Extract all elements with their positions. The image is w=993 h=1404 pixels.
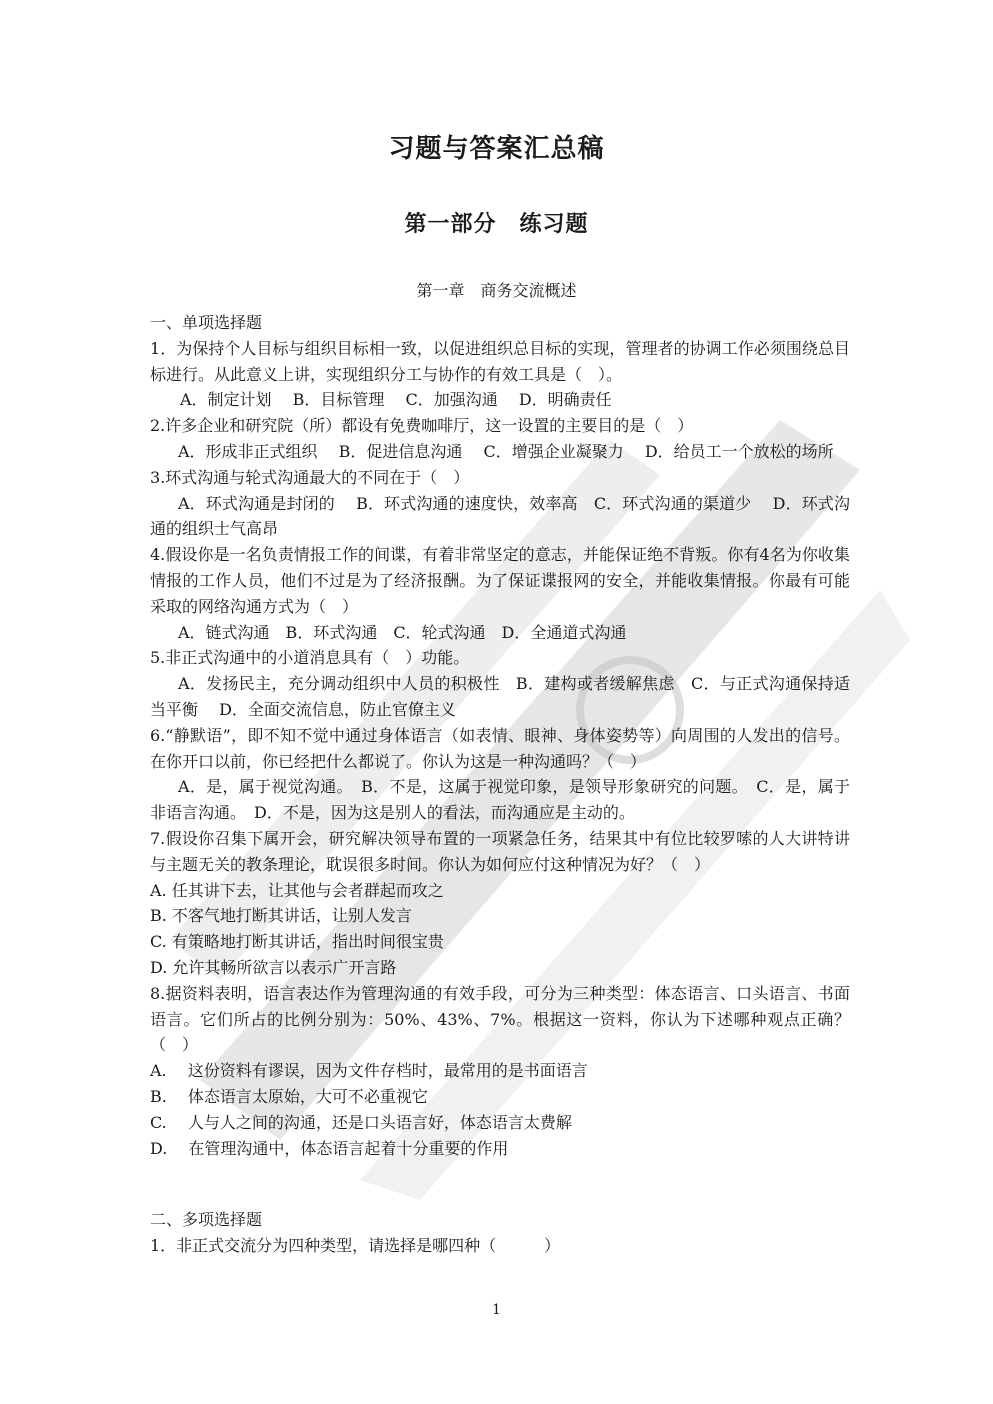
option-line: A. 任其讲下去，让其他与会者群起而攻之 (150, 880, 444, 900)
question-text: 5.非正式沟通中的小道消息具有（ ）功能。 (150, 648, 470, 668)
question-text: 3.环式沟通与轮式沟通最大的不同在于（ ） (150, 467, 470, 487)
option-line: B. 体态语言太原始，大可不必重视它 (150, 1086, 428, 1106)
part-heading: 第一部分 练习题 (404, 211, 589, 237)
option-line: C. 人与人之间的沟通，还是口头语言好，体态语言太费解 (150, 1112, 572, 1132)
exercise-content (150, 310, 850, 1259)
section-heading-single-choice: 一、单项选择题 (150, 313, 263, 332)
document-title: 习题与答案汇总稿 (388, 134, 605, 164)
question-options: A．发扬民主，充分调动组织中人员的积极性 B．建构或者缓解焦虑 C．与正式沟通保持适当平衡 D．全面交流信息，防止官僚主义 (150, 674, 850, 719)
chapter-heading: 第一章 商务交流概述 (416, 281, 577, 300)
question-text: 4.假设你是一名负责情报工作的间谍，有着非常坚定的意志，并能保证绝不背叛。你有4名为你收集情报的工作人员，他们不过是为了经济报酬。为了保证谍报网的安全，并能收集情报。你最有可能采取的网络沟通方式为（ ） (150, 545, 850, 616)
question-text: 8.据资料表明，语言表达作为管理沟通的有效手段，可分为三种类型：体态语言、口头语言、书面语言。它们所占的比例分别为：50%、43%、7%。根据这一资料，你认为下述哪种观点正确？（ ） (150, 983, 850, 1055)
question-options: A．制定计划 B．目标管理 C．加强沟通 D．明确责任 (180, 390, 612, 410)
question-options: A．链式沟通 B．环式沟通 C．轮式沟通 D．全通道式沟通 (178, 622, 627, 642)
option-line: D. 允许其畅所欲言以表示广开言路 (150, 957, 397, 977)
option-line: D. 在管理沟通中，体态语言起着十分重要的作用 (150, 1138, 509, 1158)
page-number: 1 (492, 1302, 501, 1318)
question-text: 2.许多企业和研究院（所）都设有免费咖啡厅，这一设置的主要目的是（ ） (150, 416, 694, 436)
option-line: B. 不客气地打断其讲话，让别人发言 (150, 906, 412, 926)
option-line: C. 有策略地打断其讲话，指出时间很宝贵 (150, 932, 444, 952)
question-text: 6.“静默语”，即不知不觉中通过身体语言（如表情、眼神、身体姿势等）向周围的人发出的信号。在你开口以前，你已经把什么都说了。你认为这是一种沟通吗？（ ） (150, 725, 850, 771)
question-text: 7.假设你召集下属开会，研究解决领导布置的一项紧急任务，结果其中有位比较罗嗦的人大讲特讲与主题无关的教条理论，耽误很多时间。你认为如何应付这种情况为好？（ ） (150, 828, 850, 874)
question-options: A．是，属于视觉沟通。 B．不是，这属于视觉印象，是领导形象研究的问题。 C．是，属于非语言沟通。 D．不是，因为这是别人的看法，而沟通应是主动的。 (150, 777, 850, 823)
option-line: A. 这份资料有谬误，因为文件存档时，最常用的是书面语言 (150, 1061, 588, 1081)
question-options: A．形成非正式组织 B．促进信息沟通 C．增强企业凝聚力 D．给员工一个放松的场所 (178, 441, 834, 461)
section-spacer (150, 1161, 850, 1207)
section-heading-multi-choice: 二、多项选择题 (150, 1210, 263, 1230)
question-options: A．环式沟通是封闭的 B．环式沟通的速度快，效率高 C．环式沟通的渠道少 D．环式沟通的组织士气高昂 (150, 493, 850, 539)
question-text: 1．非正式交流分为四种类型，请选择是哪四种（ ） (150, 1236, 561, 1256)
question-text: 1．为保持个人目标与组织目标相一致，以促进组织总目标的实现，管理者的协调工作必须围绕总目标进行。从此意义上讲，实现组织分工与协作的有效工具是（ ）。 (150, 338, 850, 384)
